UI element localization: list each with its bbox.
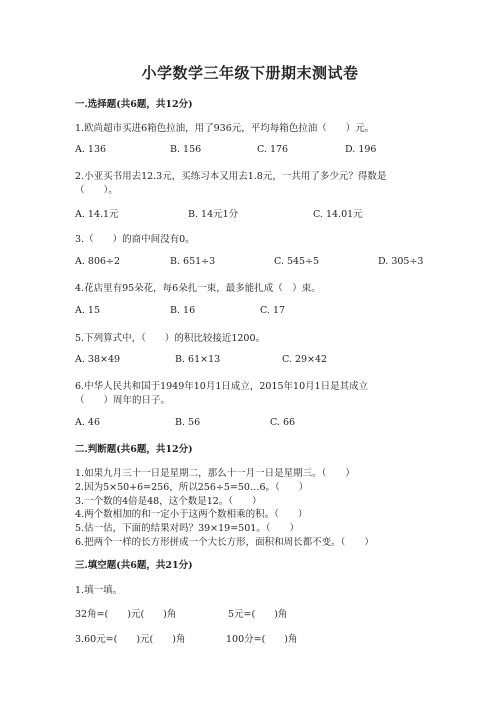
- option-c: C. 17: [260, 305, 286, 316]
- option-a: A. 15: [75, 305, 100, 316]
- option-c: C. 66: [270, 417, 296, 428]
- question-text: 4.花店里有95朵花，每6朵扎一束，最多能扎成（ ）束。: [75, 283, 321, 294]
- judgment-item: 1.如果九月三十一日是星期二，那么十一月一日是星期三。（ ）: [75, 468, 355, 479]
- question-text: 5.下列算式中，（ ）的积比较接近1200。: [75, 333, 265, 344]
- judgment-item: 2.因为5×50+6=256，所以256÷5=50…6。（ ）: [75, 482, 309, 493]
- question-text-cont: （ ）。: [75, 185, 118, 196]
- section-heading-fill: 三.填空题(共6题，共21分): [75, 560, 193, 571]
- fill-blank-item: 5元=( )角: [228, 609, 288, 620]
- question-text: 3.（ ）的商中间没有0。: [75, 234, 195, 245]
- section-heading-choice: 一.选择题(共6题，共12分): [75, 99, 193, 110]
- judgment-item: 3.一个数的4倍是48，这个数是12。（ ）: [75, 496, 262, 507]
- option-d: D. 196: [345, 144, 377, 155]
- fill-blank-item: 3.60元=( )元( )角: [75, 634, 186, 645]
- option-c: C. 14.01元: [313, 209, 363, 220]
- option-b: B. 61×13: [175, 354, 221, 365]
- option-a: A. 136: [75, 144, 107, 155]
- question-text: 2.小亚买书用去12.3元，买练习本又用去1.8元，一共用了多少元？得数是: [75, 171, 387, 182]
- option-a: A. 46: [75, 417, 100, 428]
- option-b: B. 16: [170, 305, 196, 316]
- option-a: A. 14.1元: [75, 209, 119, 220]
- option-a: A. 38×49: [75, 354, 121, 365]
- option-b: B. 651÷3: [170, 256, 216, 267]
- judgment-item: 4.两个数相加的和一定小于这两个数相乘的积。（ ）: [75, 509, 308, 520]
- option-c: C. 29×42: [282, 354, 328, 365]
- question-text: 1.欧尚超市买进6箱色拉油，用了936元，平均每箱色拉油（ ）元。: [75, 123, 375, 134]
- fill-blank-item: 100分=( )角: [226, 634, 298, 645]
- question-text: 6.中华人民共和国于1949年10月1日成立，2015年10月1日是其成立: [75, 381, 369, 392]
- option-d: D. 305÷3: [378, 256, 424, 267]
- option-a: A. 806÷2: [75, 256, 121, 267]
- option-b: B. 156: [170, 144, 202, 155]
- question-text: 1.填一填。: [75, 585, 123, 596]
- judgment-item: 5.估一估，下面的结果对吗？39×19=501。（ ）: [75, 523, 300, 534]
- section-heading-judgment: 二.判断题(共6题，共12分): [75, 444, 193, 455]
- judgment-item: 6.把两个一样的长方形拼成一个大长方形，面积和周长都不变。（ ）: [75, 537, 374, 548]
- option-b: B. 14元1分: [188, 209, 239, 220]
- question-text-cont: （ ）周年的日子。: [75, 395, 171, 406]
- option-c: C. 176: [257, 144, 289, 155]
- option-b: B. 56: [175, 417, 201, 428]
- option-c: C. 545÷5: [274, 256, 320, 267]
- page-title: 小学数学三年级下册期末测试卷: [141, 64, 359, 82]
- fill-blank-item: 32角=( )元( )角: [75, 609, 177, 620]
